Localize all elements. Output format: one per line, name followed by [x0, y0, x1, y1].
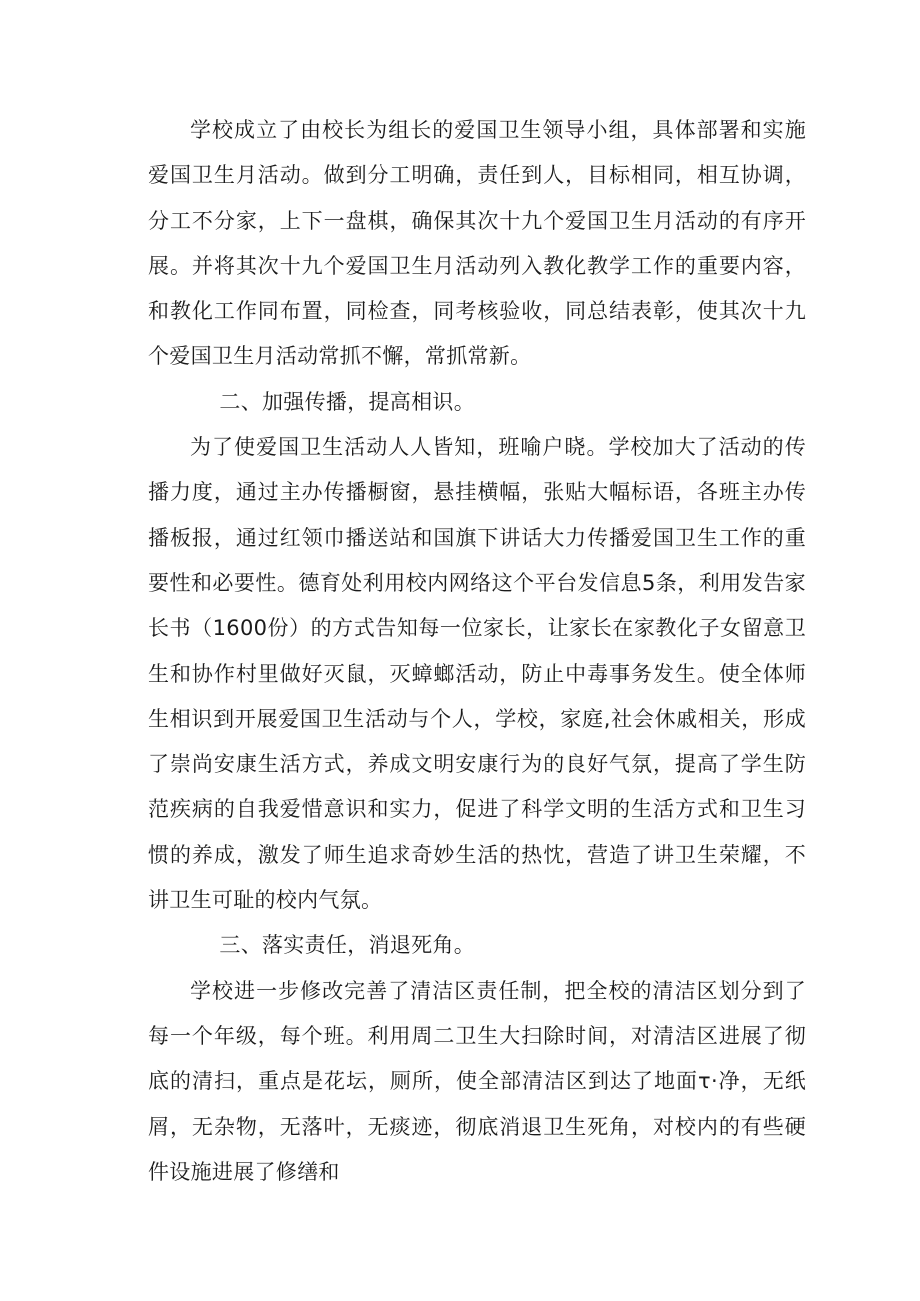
paragraph-publicity: 为了使爱国卫生活动人人皆知，班喻户晓。学校加大了活动的传播力度，通过主办传播橱窗，悬挂横幅，张贴大幅标语，各班主办传播板报，通过红领巾播送站和国旗下讲话大力传播爱国卫生工作的重要性和必要性。德育处利用校内网络这个平台发信息5条，利用发告家长书（1600份）的方式告知每一位家长，让家长在家教化子女留意卫生和协作村里做好灭鼠，灭蟑螂活动，防止中毒事务发生。使全体师生相识到开展爱国卫生活动与个人，学校，家庭,社会休戚相关，形成了崇尚安康生活方式，养成文明安康行为的良好气氛，提高了学生防范疾病的自我爱惜意识和实力，促进了科学文明的生活方式和卫生习惯的养成，激发了师生追求奇妙生活的热忱，营造了讲卫生荣耀，不讲卫生可耻的校内气氛。	[148, 435, 806, 913]
paragraph-cleaning-zones: 学校进一步修改完善了清洁区责任制，把全校的清洁区划分到了每一个年级，每个班。利用周二卫生大扫除时间，对清洁区进展了彻底的清扫，重点是花坛，厕所，使全部清洁区到达了地面τ·净，无纸屑，无杂物，无落叶，无痰迹，彻底消退卫生死角，对校内的有些硬件设施进展了修缮和	[148, 978, 806, 1184]
section-heading-responsibility: 三、落实责任，消退死角。	[219, 933, 475, 958]
section-heading-publicity: 二、加强传播，提高相识。	[219, 389, 475, 414]
paragraph-leadership-group: 学校成立了由校长为组长的爱国卫生领导小组，具体部署和实施爱国卫生月活动。做到分工明确，责任到人，目标相同，相互协调，分工不分家，上下一盘棋，确保其次十九个爱国卫生月活动的有序开展。并将其次十九个爱国卫生月活动列入教化教学工作的重要内容，和教化工作同布置，同检查，同考核验收，同总结表彰，使其次十九个爱国卫生月活动常抓不懈，常抓常新。	[148, 118, 806, 369]
document-body	[148, 108, 806, 1195]
